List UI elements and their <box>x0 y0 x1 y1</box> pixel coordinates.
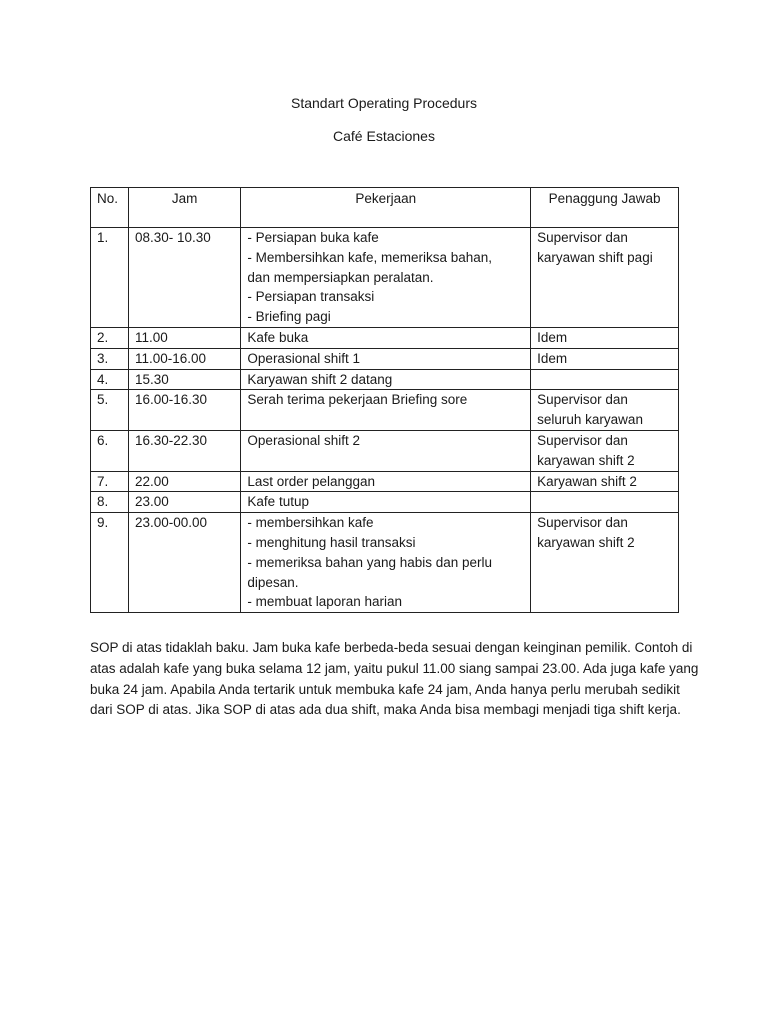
penanggung-line: karyawan shift pagi <box>537 249 653 265</box>
cell-penanggung-jawab <box>531 228 679 328</box>
pekerjaan-line: - membuat laporan harian <box>247 594 403 610</box>
cell-jam: 15.30 <box>128 369 240 390</box>
cell-penanggung-jawab <box>531 327 679 348</box>
penanggung-line: Supervisor dan <box>537 230 628 245</box>
cell-no: 9. <box>91 513 129 613</box>
sop-table <box>90 187 679 613</box>
pekerjaan-line: - Membersihkan kafe, memeriksa bahan, <box>247 249 493 265</box>
pekerjaan-line: dan mempersiapkan peralatan. <box>247 269 434 285</box>
cell-pekerjaan <box>241 492 531 513</box>
penanggung-line: karyawan shift 2 <box>537 452 635 468</box>
table-body <box>91 228 679 613</box>
pekerjaan-line: Operasional shift 1 <box>247 350 360 366</box>
pekerjaan-line: Serah terima pekerjaan Briefing sore <box>247 392 468 408</box>
table-header-row <box>91 188 679 228</box>
table-row <box>91 390 679 431</box>
body-paragraph: SOP di atas tidaklah baku. Jam buka kafe berbeda-beda sesuai dengan keinginan pemilik. Contoh di atas adalah kafe yang buka selama 12 jam, yaitu pukul 11.00 siang sampai 23.00. Ada juga kafe yang buka 24 jam. Apabila Anda tertarik untuk membuka kafe 24 jam, Anda hanya perlu merubah sedikit dari SOP di atas. Jika SOP di atas ada dua shift, maka Anda bisa membagi menjadi tiga shift kerja. <box>90 640 699 718</box>
pekerjaan-line: Kafe buka <box>247 329 309 345</box>
cell-no: 2. <box>91 327 129 348</box>
cell-penanggung-jawab <box>531 348 679 369</box>
penanggung-line: Supervisor dan <box>537 515 628 531</box>
cell-pekerjaan <box>241 327 531 348</box>
penanggung-line: Karyawan shift 2 <box>537 473 637 489</box>
cell-pekerjaan <box>241 430 531 471</box>
penanggung-line: Idem <box>537 329 568 345</box>
cell-no: 1. <box>91 228 129 328</box>
cell-jam: 16.30-22.30 <box>128 430 240 471</box>
penanggung-line: karyawan shift 2 <box>537 534 635 550</box>
cell-penanggung-jawab <box>531 492 679 513</box>
table-row <box>91 327 679 348</box>
cell-pekerjaan <box>241 390 531 431</box>
table-row <box>91 513 679 613</box>
pekerjaan-line: - Persiapan buka kafe <box>247 230 379 245</box>
cell-penanggung-jawab <box>531 369 679 390</box>
cell-jam: 11.00-16.00 <box>128 348 240 369</box>
pekerjaan-line: dipesan. <box>247 574 299 590</box>
cell-jam: 16.00-16.30 <box>128 390 240 431</box>
cell-pekerjaan <box>241 369 531 390</box>
pekerjaan-line: - membersihkan kafe <box>247 515 374 531</box>
cell-jam: 23.00 <box>128 492 240 513</box>
cell-no: 3. <box>91 348 129 369</box>
pekerjaan-line: - menghitung hasil transaksi <box>247 534 416 550</box>
cell-no: 6. <box>91 430 129 471</box>
penanggung-line: Supervisor dan <box>537 392 628 408</box>
header-pekerjaan: Pekerjaan <box>241 188 531 228</box>
table-row <box>91 492 679 513</box>
document-title: Standart Operating Procedurs <box>291 95 477 111</box>
header-penanggung-jawab: Penaggung Jawab <box>531 188 679 228</box>
pekerjaan-line: - Persiapan transaksi <box>247 289 375 305</box>
cell-penanggung-jawab <box>531 471 679 492</box>
penanggung-line: Idem <box>537 350 568 366</box>
penanggung-line: seluruh karyawan <box>537 412 643 428</box>
cell-pekerjaan <box>241 228 531 328</box>
cell-pekerjaan <box>241 348 531 369</box>
cell-no: 8. <box>91 492 129 513</box>
table-row <box>91 348 679 369</box>
cell-no: 4. <box>91 369 129 390</box>
cell-no: 7. <box>91 471 129 492</box>
header-no: No. <box>91 188 129 228</box>
pekerjaan-line: - memeriksa bahan yang habis dan perlu <box>247 554 493 570</box>
cell-pekerjaan <box>241 471 531 492</box>
cell-jam: 08.30- 10.30 <box>128 228 240 328</box>
pekerjaan-line: Last order pelanggan <box>247 473 376 489</box>
cell-pekerjaan <box>241 513 531 613</box>
table-row <box>91 228 679 328</box>
document-subtitle: Café Estaciones <box>333 128 435 144</box>
cell-penanggung-jawab <box>531 430 679 471</box>
table-row <box>91 430 679 471</box>
pekerjaan-line: Kafe tutup <box>247 494 309 510</box>
pekerjaan-line: Karyawan shift 2 datang <box>247 371 393 387</box>
cell-jam: 22.00 <box>128 471 240 492</box>
pekerjaan-line: Operasional shift 2 <box>247 432 360 448</box>
cell-penanggung-jawab <box>531 513 679 613</box>
cell-jam: 23.00-00.00 <box>128 513 240 613</box>
cell-no: 5. <box>91 390 129 431</box>
header-jam: Jam <box>128 188 240 228</box>
cell-jam: 11.00 <box>128 327 240 348</box>
table-row <box>91 471 679 492</box>
cell-penanggung-jawab <box>531 390 679 431</box>
table-row <box>91 369 679 390</box>
penanggung-line: Supervisor dan <box>537 432 628 448</box>
pekerjaan-line: - Briefing pagi <box>247 309 331 325</box>
